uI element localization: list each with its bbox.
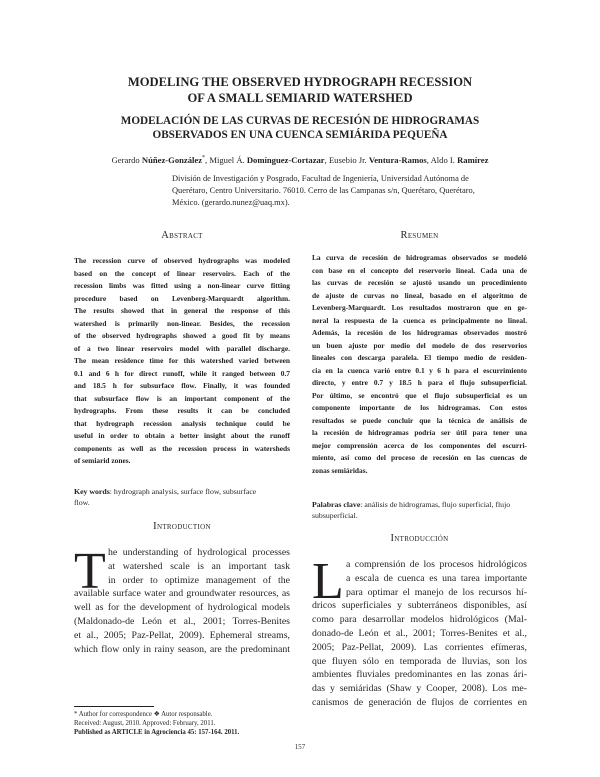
text-line: directo, y entre 0.7 y 18.5 h para el flujo subsuperficial.	[312, 378, 527, 387]
text-line: et al., 2005; Paz-Pellat, 2009). Ephemeral streams,	[74, 629, 290, 641]
text-line: La curva de recesión de hidrogramas observados se modeló	[312, 253, 527, 262]
footnote-line: * Author for correspondence ❖ Autor responsable.	[74, 711, 213, 718]
text-line: that subsurface flow is an important component of the	[74, 393, 290, 403]
text-line: zonas semiáridas.	[312, 465, 368, 475]
text-line: of semiarid zones.	[74, 456, 131, 465]
author-4-family: Ramírez	[457, 155, 489, 165]
text-line: (Maldonado-de León et al., 2001; Torres-Benites	[74, 616, 290, 627]
author-1-family: Núñez-González	[141, 155, 203, 165]
palabras-text: : análisis de hidrogramas, flujo superficial, flujo	[360, 500, 511, 509]
author-2-family: Domínguez-Cortazar	[246, 155, 325, 165]
title-english	[0, 74, 600, 106]
text-line: dricos superficiales y subterráneos disponibles, así	[312, 600, 527, 612]
palabras-text: subsuperficial.	[312, 511, 358, 520]
text-line: based on the concept of linear reservoirs. Each of the	[74, 268, 290, 278]
footnote-line: Received: August, 2010. Approved: February, 2011.	[74, 720, 216, 727]
text-line: ambientes fluviales predominantes en las zonas ári-	[312, 669, 527, 681]
title-spanish	[0, 115, 600, 142]
text-line: resultados se puede concluir que la técnica de análisis de	[312, 415, 527, 425]
text-line: watershed is primarily non-linear. Besides, the recession	[74, 318, 290, 328]
text-line: donado-de León et al., 2001; Torres-Benites et al.,	[312, 628, 527, 639]
introduccion-heading: Introducción	[390, 533, 449, 544]
introduction-heading: Introduction	[153, 521, 211, 532]
author-3-family: Ventura-Ramos	[368, 155, 427, 165]
palabras-label: Palabras clave	[312, 500, 361, 509]
dropcap-l: L	[312, 553, 344, 610]
keywords-text: : hydrograph analysis, surface flow, subsurface	[109, 487, 257, 496]
text-line: procedure based on Levenberg-Marquardt algorithm.	[74, 293, 290, 303]
affiliation-line: México. (gerardo.nunez@uaq.mx).	[172, 198, 290, 207]
text-line: la recesión de hidrogramas podría ser útil para tener una	[312, 428, 527, 437]
text-line: in order to optimize management of the	[108, 574, 290, 586]
author-3-given: , Eusebio Jr.	[324, 155, 369, 165]
text-line: de ajuste de curvas no lineal, basado en el algoritmo de	[312, 290, 527, 300]
resumen-heading: Resumen	[400, 230, 439, 241]
text-line: 0.1 and 6 h for direct runoff, while it ranged between 0.7	[74, 368, 290, 378]
text-line: he understanding of hydrological processes	[108, 547, 290, 558]
text-line: Por último, se encontró que el flujo subsuperficial es un	[312, 390, 527, 400]
text-line: con base en el concepto del reservorio lineal. Cada una de	[312, 265, 527, 275]
text-line: The recession curve of observed hydrographs was modeled	[74, 256, 290, 265]
affiliation-line: División de Investigación y Posgrado, Facultad de Ingeniería, Universidad Autónoma de	[172, 174, 469, 183]
text-line: of a two linear reservoirs model with parallel discharge.	[74, 343, 290, 353]
text-line: como para desarrollar modelos hidrológicos (Mal-	[312, 614, 527, 626]
text-line: miento, así como del proceso de recesión en las cuencas de	[312, 453, 527, 462]
footnotes	[74, 710, 304, 737]
text-line: das y semiáridas (Shaw y Cooper, 2008). Los me-	[312, 683, 527, 695]
text-line: canismos de generación de flujos de corrientes en	[312, 697, 527, 708]
abstract-heading: Abstract	[161, 230, 203, 241]
footnote-published: Published as ARTICLE in Agrociencia 45: 157-164. 2011.	[74, 729, 240, 736]
text-line: of the observed hydrographs showed a good fit by means	[74, 331, 290, 340]
text-line: lineales con descarga paralela. El tiempo medio de residen-	[312, 353, 527, 362]
text-line: las curvas de recesión se ajustó usando un procedimiento	[312, 278, 527, 287]
keywords-text: flow.	[74, 498, 90, 507]
author-2-given: , Miguel Á.	[205, 155, 247, 165]
text-line: que fluyen sólo en temporada de lluvias, son los	[312, 655, 527, 667]
text-line: components as well as the recession process in watersheds	[74, 443, 290, 453]
text-line: componente importante de los hidrogramas. Con estos	[312, 403, 527, 412]
text-line: that hydrograph recession analysis technique could be	[74, 418, 290, 428]
text-line: 2005; Paz-Pellat, 2009). Las corrientes efímeras,	[312, 641, 527, 653]
text-line: a escala de cuenca es una tarea importante	[346, 572, 527, 584]
title-es-line-1: MODELACIÓN DE LAS CURVAS DE RECESIÓN DE HIDROGRAMAS	[120, 115, 480, 127]
text-line: The mean residence time for this watershed varied between	[74, 356, 290, 365]
title-es-line-2: OBSERVADOS EN UNA CUENCA SEMIÁRIDA PEQUEÑA	[152, 128, 448, 141]
text-line: well as for the development of hydrological models	[74, 602, 290, 614]
introduccion-body	[312, 553, 527, 718]
correspondence-mark: *	[202, 155, 206, 162]
text-line: which flow only in rainy season, are the predominant	[74, 643, 290, 655]
text-line: hydrographs. From these results it can be concluded	[74, 406, 290, 415]
palabras-clave	[312, 499, 527, 521]
title-en-line-2: OF A SMALL SEMIARID WATERSHED	[187, 91, 413, 105]
keywords-label: Key words	[74, 487, 110, 496]
text-line: cia en la cuenca varió entre 0.1 y 6 h para el escurrimiento	[312, 365, 527, 375]
text-line: mejor comprensión acerca de los componentes del escurri-	[312, 440, 527, 450]
author-4-given: , Aldo I.	[426, 155, 458, 165]
title-en-line-1: MODELING THE OBSERVED HYDROGRAPH RECESSION	[127, 75, 473, 89]
text-line: Levenberg-Marquardt. Los resultados mostraron que en ge-	[312, 303, 527, 312]
author-1-given: Gerardo	[111, 155, 142, 165]
text-line: available surface water and groundwater resources, as	[74, 588, 290, 600]
affiliation	[172, 173, 475, 209]
dropcap-t: T	[74, 543, 106, 600]
introduction-body	[74, 543, 290, 696]
text-line: un buen ajuste por medio del modelo de dos reservorios	[312, 340, 527, 350]
text-line: useful in order to obtain a better insight about the runoff	[74, 431, 290, 440]
text-line: at watershed scale is an important task	[108, 560, 290, 572]
affiliation-line: Querétaro, Centro Universitario. 76010. Cerro de las Campanas s/n, Querétaro, Querétaro,	[172, 186, 475, 195]
author-list	[0, 155, 600, 165]
footnote-rule	[74, 706, 154, 707]
page-number: 157	[294, 744, 306, 751]
text-line: Además, la recesión de los hidrogramas observados mostró	[312, 328, 527, 337]
text-line: neral la respuesta de la cuenca es principalmente no lineal.	[312, 315, 527, 325]
text-line: The results showed that in general the response of this	[74, 306, 290, 315]
keywords	[74, 486, 290, 508]
text-line: recession limbs was fitted using a non-linear curve fitting	[74, 281, 290, 290]
text-line: a comprensión de los procesos hidrológicos	[346, 559, 527, 570]
text-line: and 18.5 h for subsurface flow. Finally, it was founded	[74, 381, 290, 390]
text-line: para optimar el manejo de los recursos hí-	[346, 586, 527, 598]
